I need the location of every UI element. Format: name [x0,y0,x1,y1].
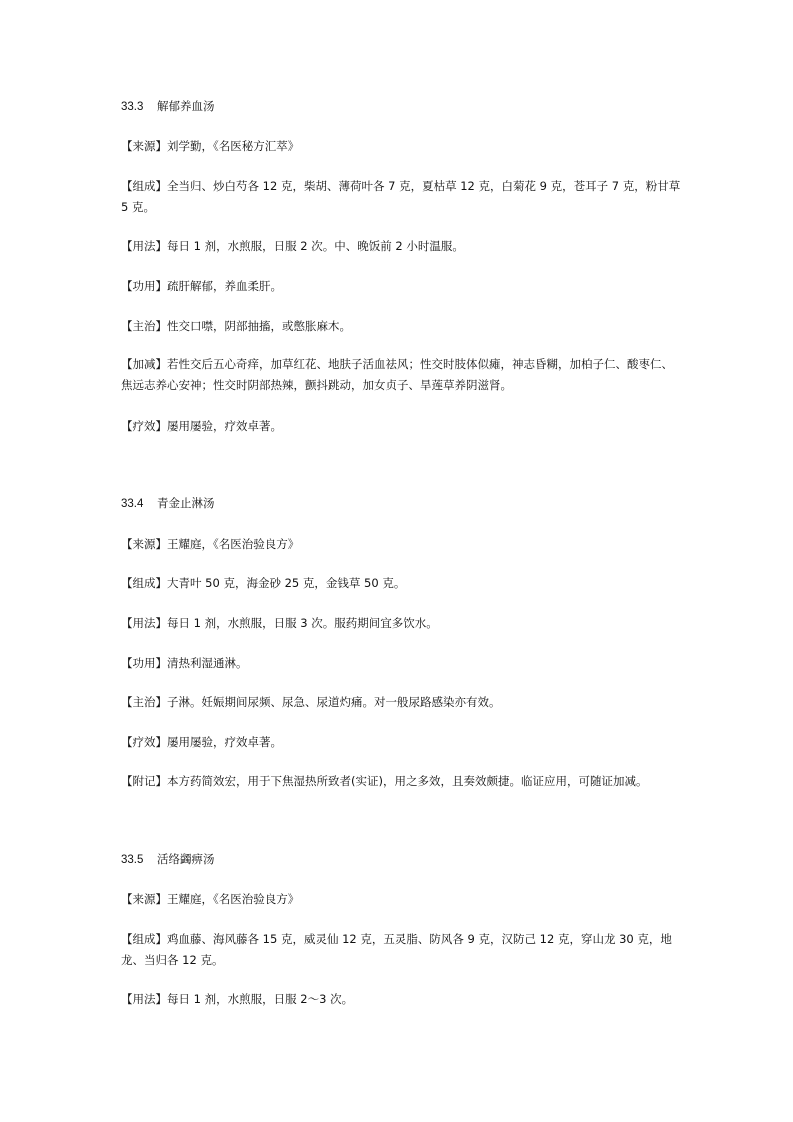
section-heading [121,96,681,117]
entry-text: 疏肝解郁，养血柔肝。 [167,279,282,293]
entry-tag: 【组成】 [121,576,167,590]
entry-function [121,276,681,296]
entry-tag: 【组成】 [121,932,167,946]
entry-efficacy [121,416,681,436]
entry-tag: 【附记】 [121,774,167,788]
entry-source [121,534,681,554]
entry-tag: 【疗效】 [121,419,167,433]
entry-text: 屡用屡验，疗效卓著。 [167,735,282,749]
entry-modification [121,354,681,395]
entry-tag: 【功用】 [121,279,167,293]
entry-usage [121,613,681,633]
entry-text: 若性交后五心奇痒，加草红花、地肤子活血祛风；性交时肢体似瘫，神志昏糊，加柏子仁、酸枣仁、焦远志养心安神；性交时阴部热辣，颤抖跳动，加女贞子、旱莲草养阴滋肾。 [121,357,673,392]
section-heading [121,849,681,870]
entry-tag: 【主治】 [121,695,167,709]
entry-composition [121,929,681,970]
entry-text: 王耀庭，《名医治验良方》 [167,537,300,551]
entry-text: 每日 1 剂，水煎服，日服 3 次。服药期间宜多饮水。 [167,616,438,630]
section-number: 33.5 [121,854,144,866]
entry-composition [121,176,681,217]
section-title: 活络蠲痹汤 [157,852,215,866]
entry-text: 大青叶 50 克，海金砂 25 克，金钱草 50 克。 [167,576,406,590]
section-title: 解郁养血汤 [157,99,215,113]
entry-usage [121,989,681,1009]
entry-tag: 【加减】 [121,357,167,371]
entry-composition [121,573,681,593]
entry-note [121,771,681,791]
entry-tag: 【来源】 [121,892,167,906]
entry-source [121,889,681,909]
entry-tag: 【用法】 [121,616,167,630]
entry-text: 鸡血藤、海风藤各 15 克，威灵仙 12 克，五灵脂、防风各 9 克，汉防己 12 克，穿山龙 30 克，地龙、当归各 12 克。 [121,932,672,967]
section-number: 33.3 [121,101,144,113]
entry-tag: 【功用】 [121,656,167,670]
entry-tag: 【组成】 [121,179,167,193]
entry-text: 全当归、炒白芍各 12 克，柴胡、薄荷叶各 7 克，夏枯草 12 克，白菊花 9 克，苍耳子 7 克，粉甘草 5 克。 [121,179,681,214]
entry-source [121,136,681,156]
entry-text: 王耀庭，《名医治验良方》 [167,892,300,906]
entry-text: 每日 1 剂，水煎服，日服 2～3 次。 [167,992,354,1006]
entry-text: 屡用屡验，疗效卓著。 [167,419,282,433]
section-number: 33.4 [121,498,144,510]
entry-tag: 【用法】 [121,239,167,253]
entry-tag: 【主治】 [121,319,167,333]
entry-tag: 【来源】 [121,139,167,153]
entry-text: 刘学勤，《名医秘方汇萃》 [167,139,300,153]
entry-indication [121,316,681,336]
entry-tag: 【用法】 [121,992,167,1006]
entry-usage [121,236,681,256]
entry-text: 性交口噤，阴部抽搐，或憋胀麻木。 [167,319,351,333]
entry-tag: 【疗效】 [121,735,167,749]
section-title: 青金止淋汤 [157,496,215,510]
entry-efficacy [121,732,681,752]
section-heading [121,493,681,514]
entry-text: 本方药简效宏，用于下焦湿热所致者(实证)，用之多效，且奏效颇捷。临证应用，可随证加减。 [167,774,648,788]
entry-text: 子淋。妊娠期间尿频、尿急、尿道灼痛。对一般尿路感染亦有效。 [167,695,501,709]
entry-tag: 【来源】 [121,537,167,551]
entry-text: 每日 1 剂，水煎服，日服 2 次。中、晚饭前 2 小时温服。 [167,239,464,253]
entry-text: 清热利湿通淋。 [167,656,248,670]
entry-function [121,653,681,673]
entry-indication [121,692,681,712]
